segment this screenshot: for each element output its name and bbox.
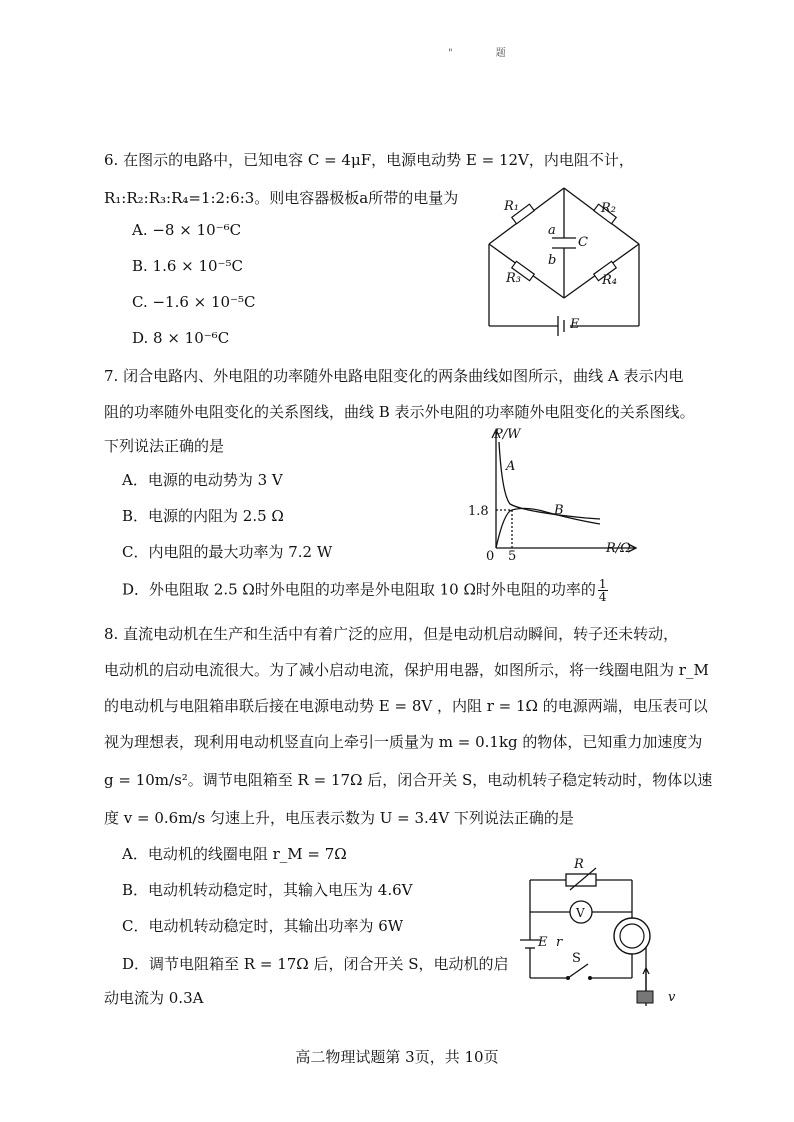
q7-fraction	[598, 578, 608, 603]
q7-power-graph	[466, 424, 666, 564]
header-mark: " 题	[448, 48, 526, 59]
origin-label: 0	[486, 549, 495, 564]
q6-line1: 6. 在图示的电路中，已知电容 C = 4μF，电源电动势 E = 12V，内电阻不计，	[104, 151, 634, 169]
curve-a	[499, 442, 600, 519]
q6-option-b: B. 1.6 × 10⁻⁵C	[132, 257, 244, 275]
label-r1: R₁	[504, 199, 519, 214]
label-a: a	[548, 223, 556, 238]
q8-line3: 的电动机与电阻箱串联后接在电源电动势 E = 8V ，内阻 r = 1Ω 的电源两端，电压表可以	[104, 697, 708, 715]
label-e: E	[570, 317, 580, 332]
x-axis-label: R/Ω	[606, 541, 631, 556]
q6-line2: R₁:R₂:R₃:R₄=1:2:6:3。则电容器极板a所带的电量为	[104, 189, 459, 207]
q6-option-a: A. −8 × 10⁻⁶C	[132, 221, 242, 239]
q6-option-d: D. 8 × 10⁻⁶C	[132, 329, 230, 347]
q8-line6: 度 v = 0.6m/s 匀速上升，电压表示数为 U = 3.4V 下列说法正确的是	[104, 809, 574, 827]
weight-block	[637, 991, 653, 1003]
label-s: S	[572, 951, 581, 966]
q7-option-d	[122, 578, 608, 603]
curve-b-label: B	[554, 503, 564, 518]
q7-option-c: C．内电阻的最大功率为 7.2 W	[122, 543, 333, 561]
q8-line2: 电动机的启动电流很大。为了减小启动电流，保护用电器，如图所示，将一线圈电阻为 r_M	[104, 661, 709, 679]
label-c: C	[578, 235, 588, 250]
q8-line1: 8. 直流电动机在生产和生活中有着广泛的应用，但是电动机启动瞬间，转子还未转动，	[104, 625, 679, 643]
q7-fraction-den: 4	[598, 590, 607, 604]
q7-line2: 阻的功率随外电阻变化的关系图线，曲线 B 表示外电阻的功率随外电阻变化的关系图线。	[104, 403, 695, 421]
label-velocity: v	[668, 990, 676, 1005]
q8-option-d-cont: 动电流为 0.3A	[104, 989, 204, 1007]
q8-motor-circuit	[516, 856, 686, 1016]
q6-circuit-diagram	[484, 186, 684, 336]
y-tick-1.8: 1.8	[468, 504, 489, 519]
q7-line3: 下列说法正确的是	[104, 437, 225, 455]
q8-line4: 视为理想表，现利用电动机竖直向上牵引一质量为 m = 0.1kg 的物体，已知重力加速度为	[104, 733, 703, 751]
label-r4: R₄	[602, 273, 617, 288]
q7-option-b: B．电源的内阻为 2.5 Ω	[122, 507, 284, 525]
q8-option-a: A．电动机的线圈电阻 r_M = 7Ω	[122, 845, 347, 863]
page-footer: 高二物理试题第 3页，共 10页	[295, 1048, 499, 1066]
q8-line5: g = 10m/s²。调节电阻箱至 R = 17Ω 后，闭合开关 S，电动机转子稳定转动时，物体以速	[104, 771, 713, 789]
x-tick-5: 5	[508, 549, 517, 564]
label-r2: R₂	[601, 201, 616, 216]
label-r-internal: r	[556, 935, 563, 950]
q7-fraction-num: 1	[598, 577, 607, 591]
q7-option-a: A．电源的电动势为 3 V	[122, 471, 283, 489]
curve-a-label: A	[506, 459, 516, 474]
q8-option-c: C．电动机转动稳定时，其输出功率为 6W	[122, 917, 404, 935]
label-e: E	[538, 935, 548, 950]
q6-option-c: C. −1.6 × 10⁻⁵C	[132, 293, 256, 311]
q7-option-d-text: D．外电阻取 2.5 Ω时外电阻的功率是外电阻取 10 Ω时外电阻的功率的	[122, 580, 596, 599]
label-v: V	[576, 906, 585, 920]
label-r3: R₃	[506, 271, 521, 286]
label-r: R	[574, 857, 584, 872]
y-axis-label: P/W	[494, 427, 521, 442]
label-b: b	[548, 253, 557, 268]
q7-line1: 7. 闭合电路内、外电阻的功率随外电路电阻变化的两条曲线如图所示，曲线 A 表示内电	[104, 367, 684, 385]
q8-option-b: B．电动机转动稳定时，其输入电压为 4.6V	[122, 881, 413, 899]
q8-option-d: D．调节电阻箱至 R = 17Ω 后，闭合开关 S，电动机的启	[122, 955, 509, 973]
